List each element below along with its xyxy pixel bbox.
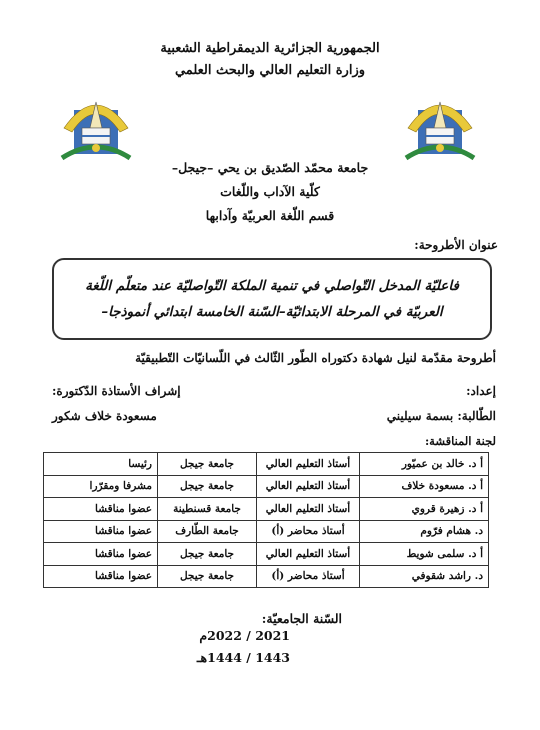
member-rank: أستاذ محاضر (أ): [257, 520, 360, 543]
university-emblem-left: [56, 88, 136, 164]
member-rank: أستاذ التعليم العالي: [257, 498, 360, 521]
table-row: [44, 498, 489, 521]
names-row: [52, 409, 496, 423]
thesis-title-line-1: فاعليّة المدخل التّواصلي في تنمية الملكة التّواصليّة عند متعلّم اللّغة: [85, 278, 459, 294]
member-rank: أستاذ التعليم العالي: [257, 543, 360, 566]
table-row: [44, 565, 489, 588]
member-role: رئيسا: [44, 453, 158, 476]
ministry-name: وزارة التعليم العالي والبحث العلمي: [174, 63, 366, 78]
labels-row: [52, 384, 496, 398]
member-name: د. راشد شقوفي: [360, 565, 489, 588]
committee-table: [43, 452, 489, 588]
member-university: جامعة جيجل: [158, 543, 257, 566]
thesis-title-line-2: العربيّة في المرحلة الابتدائيّة–السّنة الخامسة ابتدائي أنموذجا–: [101, 304, 443, 320]
member-role: مشرفا ومقرّرا: [44, 475, 158, 498]
table-row: [44, 453, 489, 476]
member-role: عضوا مناقشا: [44, 498, 158, 521]
committee-label: لجنة المناقشة:: [424, 434, 496, 448]
member-role: عضوا مناقشا: [44, 565, 158, 588]
republic-name: الجمهورية الجزائرية الديمقراطية الشعبية: [160, 41, 380, 56]
table-row: [44, 543, 489, 566]
supervision-label: إشراف الأستاذة الدّكتورة:: [52, 384, 181, 398]
member-name: أ د. مسعودة خلاف: [360, 475, 489, 498]
thesis-title-box: [52, 258, 492, 340]
member-university: جامعة جيجل: [158, 453, 257, 476]
thesis-description: أطروحة مقدّمة لنيل شهادة دكتوراه الطّور الثّالث في اللّسانيّات التّطبيقيّة: [135, 351, 496, 365]
academic-year-label: السّنة الجامعيّة:: [261, 611, 342, 626]
page-header: [0, 38, 540, 82]
thesis-title-label: عنوان الأطروحة:: [414, 238, 498, 252]
member-university: جامعة قسنطينة: [158, 498, 257, 521]
institution-block: [0, 156, 540, 228]
member-name: أ د. خالد بن عميّور: [360, 453, 489, 476]
member-role: عضوا مناقشا: [44, 543, 158, 566]
faculty-name: كلّية الآداب واللّغات: [220, 184, 320, 199]
member-university: جامعة جيجل: [158, 475, 257, 498]
table-row: [44, 475, 489, 498]
table-row: [44, 520, 489, 543]
member-role: عضوا مناقشا: [44, 520, 158, 543]
member-rank: أستاذ التعليم العالي: [257, 453, 360, 476]
academic-year-hijri: 1443 / 1444هـ: [196, 650, 290, 665]
university-emblem-right: [400, 88, 480, 164]
student-name: الطّالبة: بسمة سيليني: [386, 409, 496, 423]
member-rank: أستاذ التعليم العالي: [257, 475, 360, 498]
member-name: د. هشام فرّوم: [360, 520, 489, 543]
academic-year-gregorian: 2021 / 2022م: [199, 628, 290, 643]
department-name: قسم اللّغة العربيّة وآدابها: [205, 208, 335, 223]
member-rank: أستاذ محاضر (أ): [257, 565, 360, 588]
university-name: جامعة محمّد الصّديق بن يحي –جيجل–: [171, 160, 369, 175]
member-name: أ د. سلمى شويط: [360, 543, 489, 566]
supervisor-name: مسعودة خلاف شكور: [52, 409, 157, 423]
member-name: أ د. زهيرة قروي: [360, 498, 489, 521]
prepared-by-label: إعداد:: [466, 384, 496, 398]
member-university: جامعة الطّارف: [158, 520, 257, 543]
member-university: جامعة جيجل: [158, 565, 257, 588]
